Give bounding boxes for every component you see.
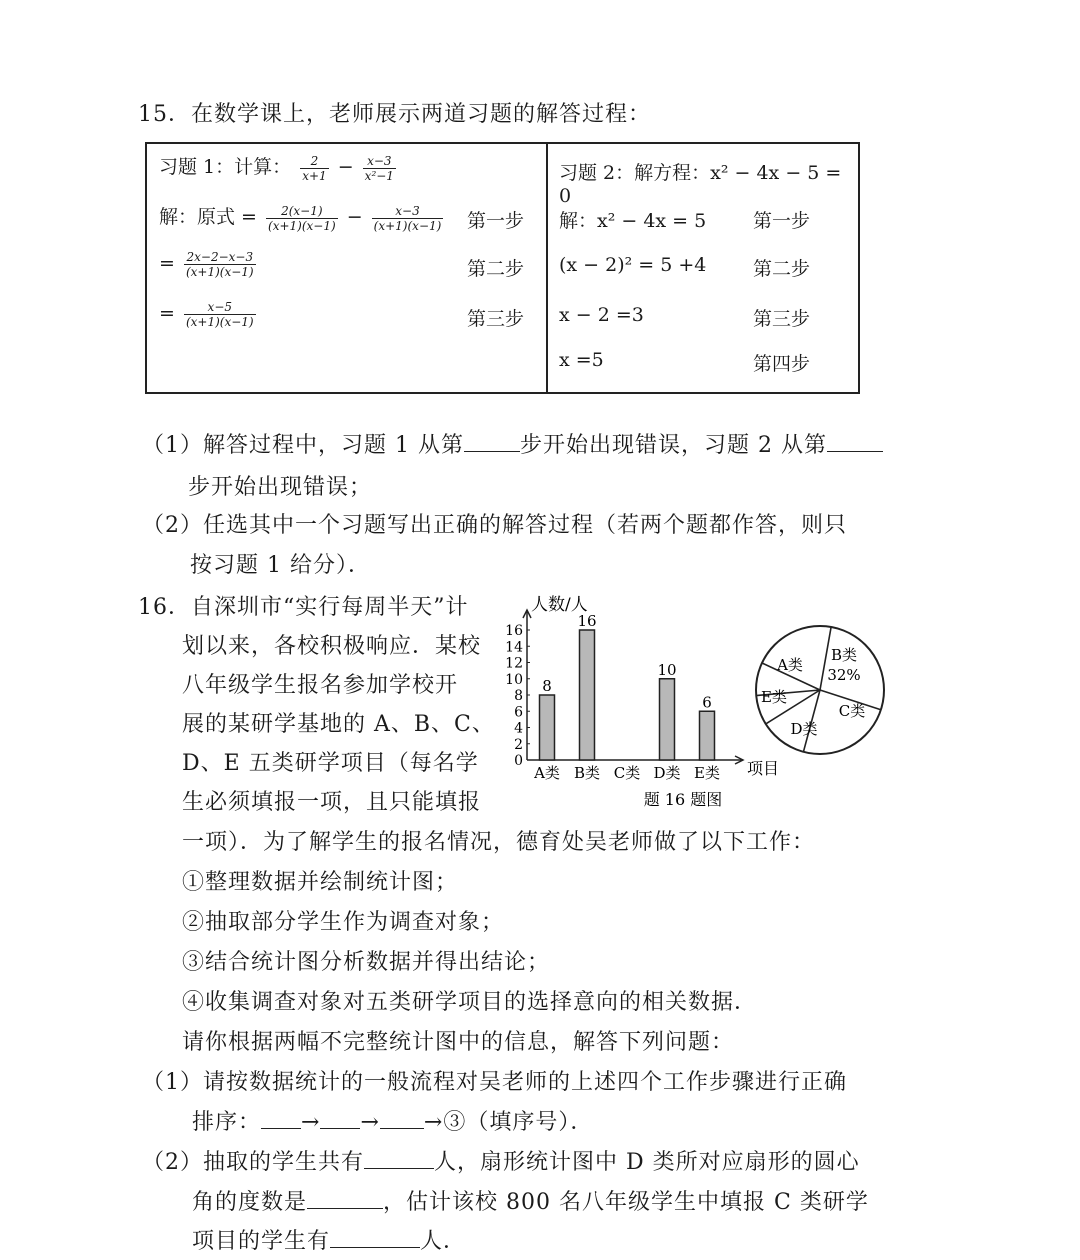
pie-label-d: D类 xyxy=(790,720,818,738)
q16-work-item: ③结合统计图分析数据并得出结论； xyxy=(182,950,551,975)
answer-blank[interactable] xyxy=(330,1227,420,1248)
answer-blank[interactable] xyxy=(827,431,883,452)
minus-sign: − xyxy=(346,206,363,228)
q16-line: 展的某研学基地的 A、B、C、 xyxy=(182,712,495,737)
q16-line: 生必须填报一项，且只能填报 xyxy=(182,790,482,815)
pie-label-e: E类 xyxy=(761,688,787,706)
chart-caption: 题 16 题图 xyxy=(643,790,723,809)
q16-line: D、E 五类研学项目（每名学 xyxy=(182,751,479,776)
q16-line: 八年级学生报名参加学校开 xyxy=(182,673,459,698)
q16-line: 一项）．为了解学生的报名情况，德育处吴老师做了以下工作： xyxy=(182,830,816,855)
ex1-line1-frac2: $\frac{x-3}{(x+1)(x-1)}$ xyxy=(373,203,442,233)
bar xyxy=(580,630,595,760)
y-axis-label: 人数/人 xyxy=(531,595,588,615)
equals-sign: = xyxy=(159,252,175,275)
ex2-step3: 第三步 xyxy=(753,308,811,330)
ex1-line2 xyxy=(159,250,259,279)
ex1-line2-frac: $\frac{2x-2-x-3}{(x+1)(x-1)}$ xyxy=(185,250,254,279)
x-axis-label: 项目 xyxy=(747,759,780,778)
x-tick-label: E类 xyxy=(694,764,720,782)
bar xyxy=(540,695,555,760)
answer-blank[interactable] xyxy=(261,1108,301,1129)
q15-part2: （2）任选其中一个习题写出正确的解答过程（若两个题都作答，则只 xyxy=(142,513,847,538)
table-divider xyxy=(546,144,548,392)
ex2-line1: 解：x² − 4x = 5 xyxy=(559,210,707,232)
ex1-line1 xyxy=(159,202,446,233)
ex1-header xyxy=(159,152,399,183)
q16-sub2-end: 项目的学生有 人． xyxy=(192,1229,467,1254)
ex1-header-frac1: $\frac{2}{x+1}$ xyxy=(302,153,327,183)
bar-data-label: 16 xyxy=(577,612,597,630)
q15-part1-cont: 步开始出现错误； xyxy=(188,475,373,500)
ex2-step4: 第四步 xyxy=(753,353,811,375)
q16-work-item: ④收集调查对象对五类研学项目的选择意向的相关数据． xyxy=(182,990,758,1015)
q15-title: 15．在数学课上，老师展示两道习题的解答过程： xyxy=(138,102,651,127)
q16-work-item: ①整理数据并绘制统计图； xyxy=(182,870,459,895)
answer-blank[interactable] xyxy=(380,1108,424,1129)
x-tick-label: D类 xyxy=(653,764,681,782)
bar xyxy=(700,711,715,760)
y-tick-label: 8 xyxy=(514,688,523,704)
q15-part2-cont: 按习题 1 给分）． xyxy=(190,553,371,578)
pie-label-b: B类 xyxy=(830,646,858,664)
y-tick-label: 2 xyxy=(514,736,523,753)
bar-data-label: 10 xyxy=(657,660,677,679)
ex2-line4: x =5 xyxy=(559,349,604,371)
q16-line: 16．自深圳市“实行每周半天”计 xyxy=(138,595,469,620)
ex1-step2: 第二步 xyxy=(467,258,525,280)
x-tick-label: A类 xyxy=(534,764,560,782)
pie-label-a: A类 xyxy=(777,656,803,674)
ex2-step2: 第二步 xyxy=(753,258,811,280)
y-tick-label: 14 xyxy=(505,639,523,656)
ex1-header-frac2: $\frac{x-3}{\text{x²−1}}$ xyxy=(364,153,394,183)
ex1-step1: 第一步 xyxy=(467,210,525,232)
ex2-header xyxy=(559,158,858,207)
answer-blank[interactable] xyxy=(307,1188,383,1209)
q15-part1: （1）解答过程中，习题 1 从第 步开始出现错误，习题 2 从第 xyxy=(142,428,883,459)
ex1-line3 xyxy=(159,300,259,329)
equals-sign: = xyxy=(159,302,175,325)
ex1-line3-frac: $\frac{x-5}{(x+1)(x-1)}$ xyxy=(185,300,254,329)
pie-label-b-percent: 32% xyxy=(827,666,861,684)
bar-chart xyxy=(495,590,785,815)
ex2-step1: 第一步 xyxy=(753,210,811,232)
ex2-line3: x − 2 =3 xyxy=(559,304,644,326)
answer-blank[interactable] xyxy=(464,431,520,452)
ex1-line1-frac1: $\frac{2(x-1)}{(x+1)(x-1)}$ xyxy=(268,203,336,233)
y-tick-label: 6 xyxy=(514,704,523,721)
ex2-line2: (x − 2)² = 5 +4 xyxy=(559,254,707,276)
bar-data-label: 6 xyxy=(702,693,712,712)
y-tick-label: 16 xyxy=(505,623,523,639)
q16-sub2-cont: 角的度数是 ，估计该校 800 名八年级学生中填报 C 类研学 xyxy=(192,1190,869,1215)
q16-work-item: ②抽取部分学生作为调查对象； xyxy=(182,910,505,935)
answer-blank[interactable] xyxy=(364,1148,434,1169)
bar xyxy=(660,679,675,760)
q16-sub1: （1）请按数据统计的一般流程对吴老师的上述四个工作步骤进行正确 xyxy=(142,1070,847,1095)
q16-sub2: （2）抽取的学生共有 人，扇形统计图中 D 类所对应扇形的圆心 xyxy=(142,1150,860,1175)
y-tick-label: 10 xyxy=(505,671,523,688)
ex2-header-equation: x² − 4x − 5 = 0 xyxy=(559,162,842,207)
y-tick-label: 4 xyxy=(514,720,523,737)
pie-chart xyxy=(752,622,888,758)
answer-blank[interactable] xyxy=(320,1108,360,1129)
q15-solution-table xyxy=(145,142,860,394)
ex2-header-label: 习题 2：解方程： xyxy=(559,162,711,184)
pie-label-c: C类 xyxy=(838,702,866,720)
minus-sign: − xyxy=(337,156,354,178)
q16-sub1-order: 排序： → → →③（填序号）． xyxy=(192,1110,594,1135)
q16-line: 划以来，各校积极响应．某校 xyxy=(182,634,482,659)
q16-intro: 请你根据两幅不完整统计图中的信息，解答下列问题： xyxy=(182,1030,735,1055)
ex1-step3: 第三步 xyxy=(467,308,525,330)
y-tick-label: 12 xyxy=(505,655,523,672)
ex1-line1-prefix: 解：原式 = xyxy=(159,206,257,228)
x-tick-label: C类 xyxy=(613,764,641,782)
ex1-header-label: 习题 1：计算： xyxy=(159,156,292,178)
bar-data-label: 8 xyxy=(542,677,552,695)
y-tick-label: 0 xyxy=(514,753,523,769)
x-tick-label: B类 xyxy=(573,764,601,782)
